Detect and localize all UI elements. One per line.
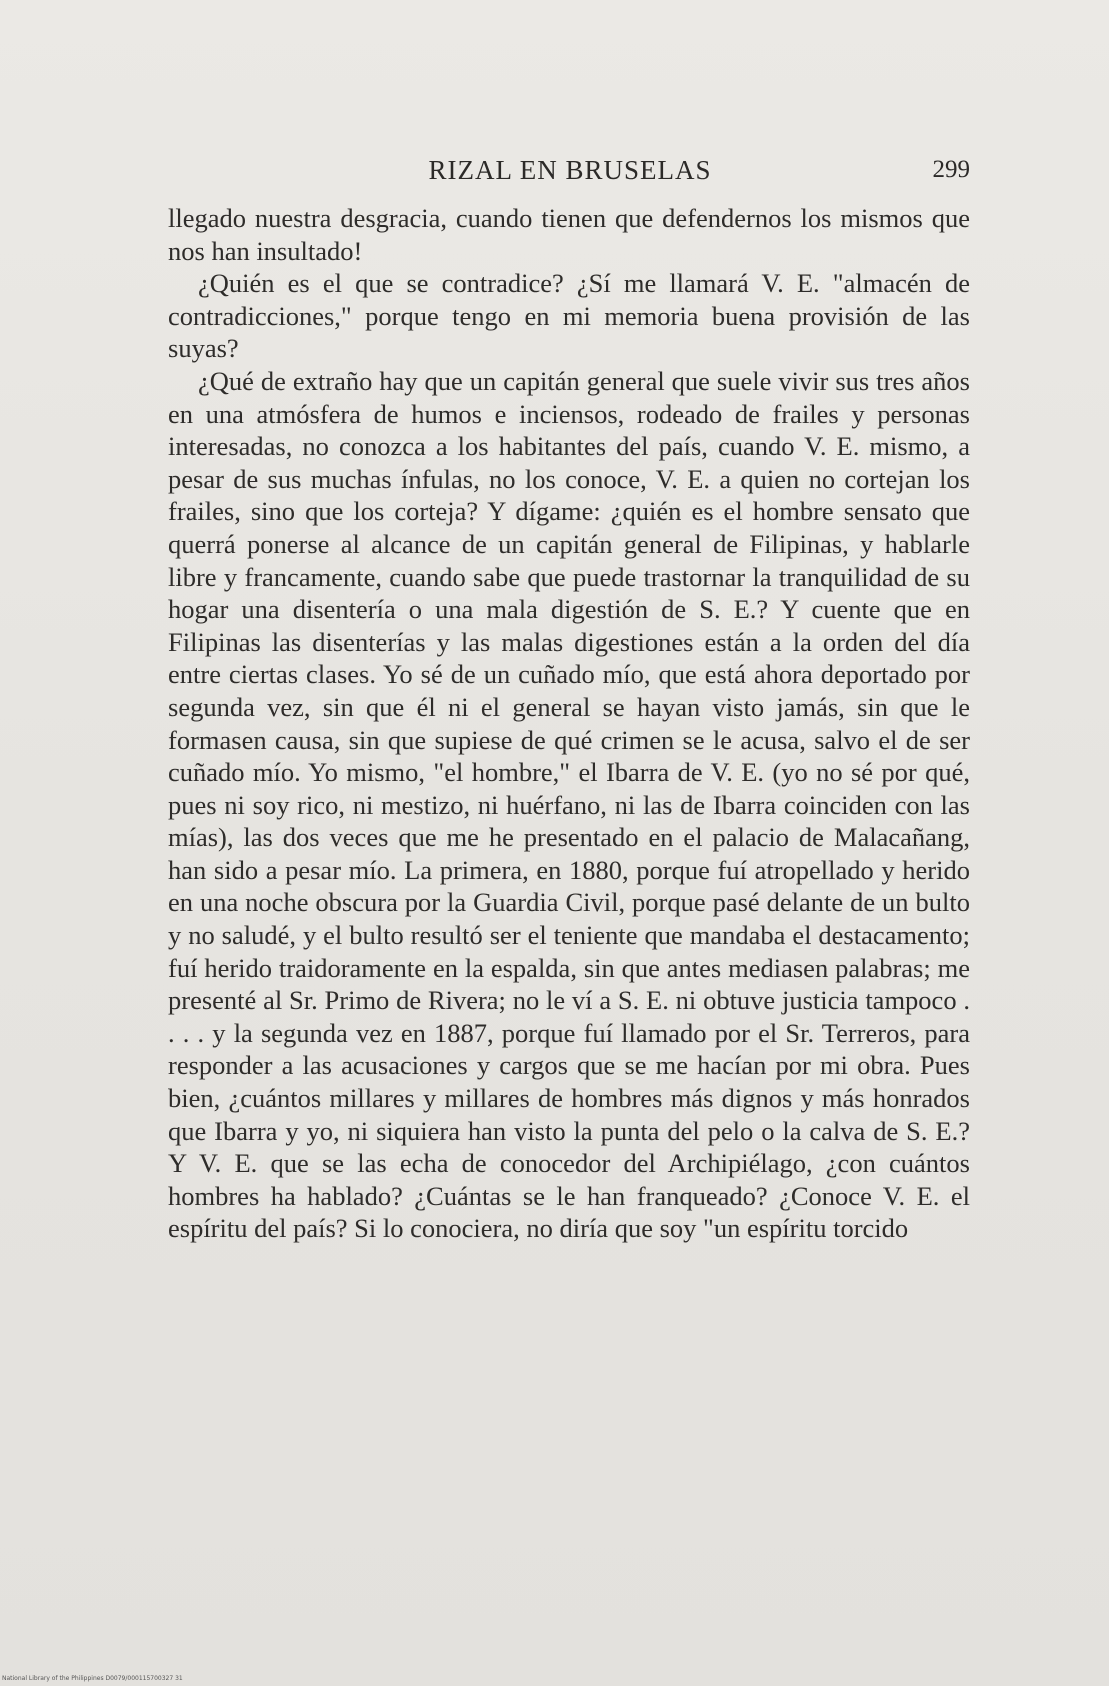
page-number: 299 — [932, 156, 970, 183]
running-head — [170, 152, 970, 188]
paragraph: ¿Qué de extraño hay que un capitán general que suele vivir sus tres años en una atmósfera de humos e inciensos, rodeado de frailes y personas interesadas, no conozca a los habitantes del país, cuando V. E. mismo, a pesar de sus muchas ínfulas, no los conoce, V. E. a quien no cortejan los frailes, sino que los corteja? Y dígame: ¿quién es el hombre sensato que querrá ponerse al alcance de un capitán general de Filipinas, y hablarle libre y francamente, cuando sabe que puede trastornar la tranquilidad de su hogar una disentería o una mala digestión de S. E.? Y cuente que en Filipinas las disenterías y las malas digestiones están a la orden del día entre ciertas clases. Yo sé de un cuñado mío, que está ahora deportado por segunda vez, sin que él ni el general se hayan visto jamás, sin que le formasen causa, sin que supiese de qué crimen se le acusa, salvo el de ser cuñado mío. Yo mismo, "el hombre," el Ibarra de V. E. (yo no sé por qué, pues ni soy rico, ni mestizo, ni huérfano, ni las de Ibarra coinciden con las mías), las dos veces que me he presentado en el palacio de Malacañang, han sido a pesar mío. La primera, en 1880, porque fuí atropellado y herido en una noche obscura por la Guardia Civil, porque pasé delante de un bulto y no saludé, y el bulto resultó ser el teniente que mandaba el destacamento; fuí herido traidoramente en la espalda, sin que antes mediasen palabras; me presenté al Sr. Primo de Rivera; no le ví a S. E. ni obtuve justicia tampoco . . . . y la segunda vez en 1887, porque fuí llamado por el Sr. Terreros, para responder a las acusaciones y cargos que se me hacían por mi obra. Pues bien, ¿cuántos millares y millares de hombres más dignos y más honrados que Ibarra y yo, ni siquiera han visto la punta del pelo o la calva de S. E.? Y V. E. que se las echa de conocedor del Archipiélago, ¿con cuántos hombres ha hablado? ¿Cuántas se le han franqueado? ¿Conoce V. E. el espíritu del país? Si lo conociera, no diría que soy "un espíritu torcido — [168, 365, 970, 1244]
scan-source-id: National Library of the Philippines D0079/000115700327 31 — [2, 1675, 183, 1682]
body-text — [168, 202, 970, 1245]
paragraph: ¿Quién es el que se contradice? ¿Sí me llamará V. E. "almacén de contradicciones," porque tengo en mi memoria buena provisión de las suyas? — [168, 268, 970, 364]
paragraph-continuation: llegado nuestra desgracia, cuando tienen que defendernos los mismos que nos han insultado! — [168, 203, 970, 266]
running-title: RIZAL EN BRUSELAS — [428, 154, 712, 185]
